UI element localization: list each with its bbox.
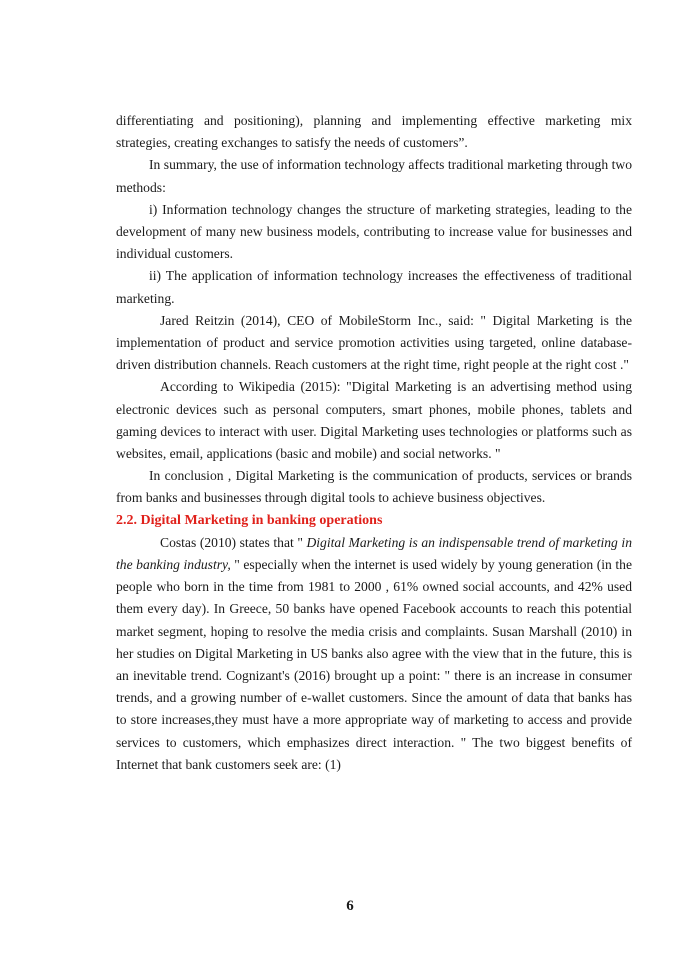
body-text [116, 110, 632, 776]
paragraph-costas [116, 532, 632, 776]
paragraph-intro: differentiating and positioning), planning and implementing effective marketing mix strategies, creating exchanges to satisfy the needs of customers”. [116, 113, 632, 151]
page-number: 6 [346, 898, 354, 914]
paragraph-reitzin-quote: Jared Reitzin (2014), CEO of MobileStorm Inc., said: " Digital Marketing is the implementation of product and service promotion activities using targeted, online database-driven distribution channels. Reach customers at the right time, right people at the right cost ." [116, 312, 632, 373]
list-item-ii: ii) The application of information technology increases the effectiveness of traditional marketing. [116, 268, 632, 306]
paragraph-wikipedia-quote: According to Wikipedia (2015): "Digital Marketing is an advertising method using electronic devices such as personal computers, smart phones, mobile phones, tablets and gaming devices to interact with user. Digital Marketing uses technologies or platforms such as websites, email, applications (basic and mobile) and social networks. " [116, 379, 632, 462]
paragraph-summary: In summary, the use of information technology affects traditional marketing through two methods: [116, 157, 632, 195]
costas-body-text: " especially when the internet is used widely by young generation (in the people who born in the time from 1981 to 2000 , 61% owned social accounts, and 42% used them every day). In Greece, 50 banks have opened Facebook accounts to reach this potential market segment, hoping to resolve the media crisis and complaints. Susan Marshall (2010) in her studies on Digital Marketing in US banks also agree with the view that in the future, this is an inevitable trend. Cognizant's (2016) brought up a point: " there is an increase in consumer trends, and a growing number of e-wallet customers. Since the amount of data that banks has to store increases,they must have a more appropriate way of marketing to access and provide services to customers, which emphasizes direct interaction. " The two biggest benefits of Internet that bank customers seek are: (1) [116, 557, 632, 772]
list-item-i: i) Information technology changes the structure of marketing strategies, leading to the development of many new business models, contributing to increase value for businesses and individual customers. [116, 201, 632, 262]
paragraph-conclusion: In conclusion , Digital Marketing is the communication of products, services or brands from banks and businesses through digital tools to achieve business objectives. [116, 468, 632, 506]
costas-italic-quote: Digital Marketing is an indispensable trend of marketing in the banking industry, [116, 534, 632, 573]
costas-intro-text: Costas (2010) states that " [160, 534, 307, 550]
section-heading-2-2: 2.2. Digital Marketing in banking operations [116, 512, 383, 528]
